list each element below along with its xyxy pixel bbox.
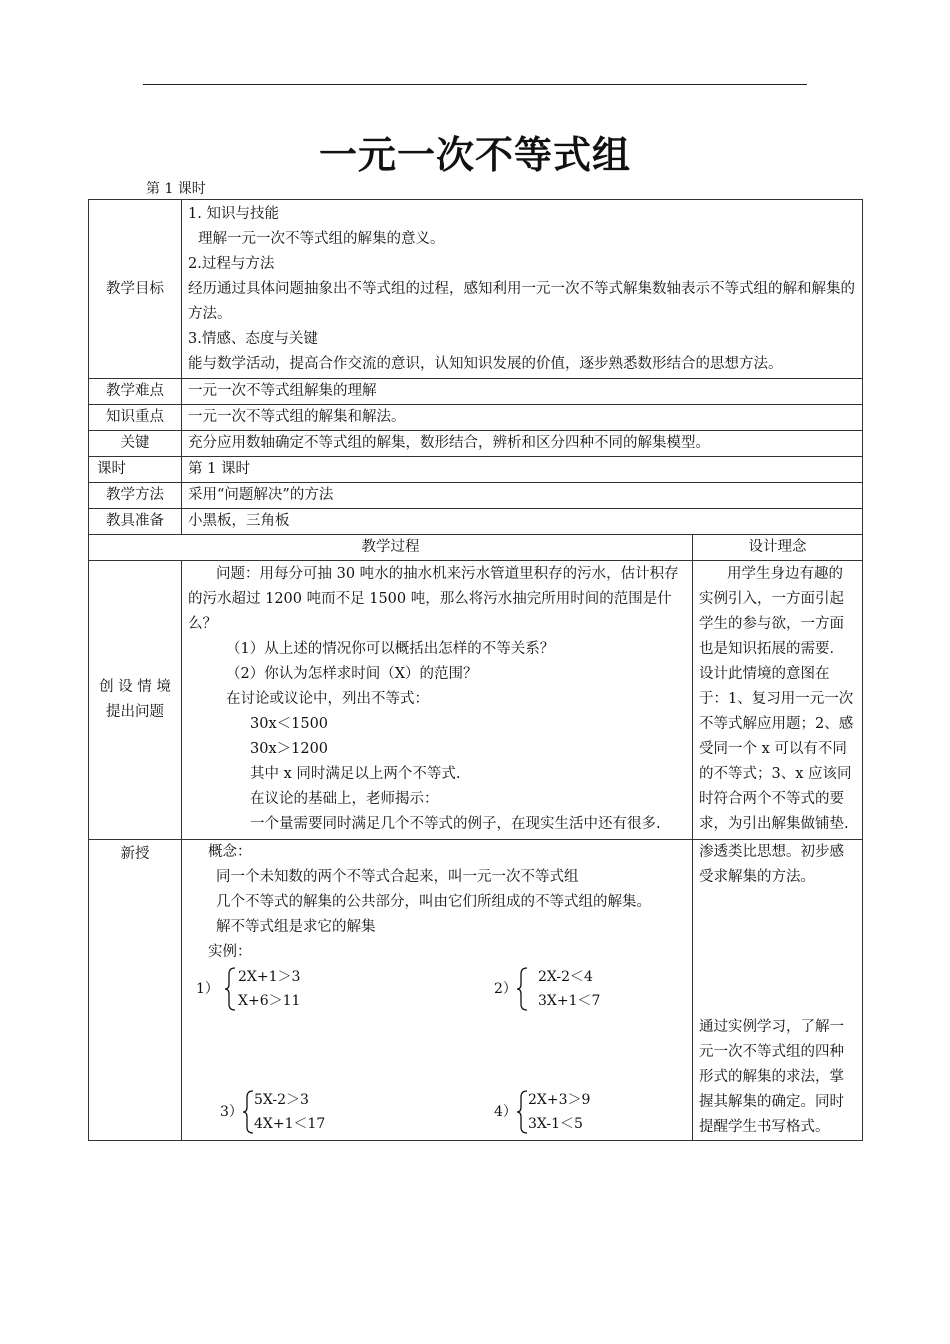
difficulty-value: 一元一次不等式组解集的理解 [182, 379, 863, 405]
new-idea-spacer [699, 890, 856, 1015]
row-period [89, 457, 863, 483]
lesson-plan-table [88, 199, 863, 1141]
scenario-line-1: 问题：用每分可抽 30 吨水的抽水机来污水管道里积存的污水，估计积存的污水超过 1200 吨而不足 1500 吨，那么将污水抽完所用时间的范围是什么？ [188, 566, 679, 632]
key-value: 充分应用数轴确定不等式组的解集，数形结合，辨析和区分四种不同的解集模型。 [182, 431, 863, 457]
system-2-eq-1: 2X-2＜4 [538, 969, 593, 985]
system-1-eq-1: 2X+1＞3 [238, 969, 301, 985]
system-1-eq-2: X+6＞11 [238, 993, 301, 1009]
scenario-line-7: 其中 x 同时满足以上两个不等式. [250, 766, 461, 782]
goals-line-4: 经历通过具体问题抽象出不等式组的过程，感知利用一元一次不等式解集数轴表示不等式组的解和解集的方法。 [188, 281, 855, 322]
row-scenario [89, 561, 863, 840]
scenario-label-line-1: 创 设 情 境 [99, 679, 171, 695]
scenario-line-3: （2）你认为怎样求时间（X）的范围？ [226, 666, 478, 682]
scenario-idea [693, 561, 863, 840]
new-def-1: 同一个未知数的两个不等式合起来，叫一元一次不等式组 [216, 869, 579, 885]
goals-line-5: 3.情感、态度与关键 [188, 331, 318, 347]
goals-line-6: 能与数学活动，提高合作交流的意识，认知知识发展的价值，逐步熟悉数形结合的思想方法。 [188, 356, 783, 372]
left-brace-icon [242, 1090, 254, 1134]
scenario-line-9: 一个量需要同时满足几个不等式的例子，在现实生活中还有很多. [250, 816, 661, 832]
scenario-line-6: 30x＞1200 [250, 741, 329, 757]
goals-content [182, 200, 863, 379]
system-2-number: 2） [494, 981, 517, 997]
new-def-2: 几个不等式的解集的公共部分，叫由它们所组成的不等式组的解集。 [216, 894, 651, 910]
system-3-eq-2: 4X+1＜17 [254, 1116, 326, 1132]
period-label: 课时 [89, 457, 182, 483]
row-key [89, 431, 863, 457]
goals-line-3: 2.过程与方法 [188, 256, 275, 272]
new-idea-1: 渗透类比思想。初步感受求解集的方法。 [699, 844, 844, 885]
process-header: 教学过程 [89, 535, 693, 561]
new-content [182, 840, 693, 1141]
row-new [89, 840, 863, 1141]
new-concept: 概念： [208, 844, 252, 860]
keypoint-value: 一元一次不等式组的解集和解法。 [182, 405, 863, 431]
system-3-number: 3） [220, 1104, 243, 1120]
tools-value: 小黑板，三角板 [182, 509, 863, 535]
tools-label: 教具准备 [89, 509, 182, 535]
scenario-line-4: 在讨论或议论中，列出不等式： [226, 691, 429, 707]
goals-line-1: 1. 知识与技能 [188, 206, 279, 222]
scenario-line-2: （1）从上述的情况你可以概括出怎样的不等关系？ [226, 641, 555, 657]
row-keypoint [89, 405, 863, 431]
system-2-eq-2: 3X+1＜7 [538, 993, 601, 1009]
period-value: 第 1 课时 [182, 457, 863, 483]
method-value: 采用“问题解决”的方法 [182, 483, 863, 509]
system-3-eq-1: 5X-2＞3 [254, 1092, 309, 1108]
row-tools [89, 509, 863, 535]
row-process-header [89, 535, 863, 561]
goals-line-2: 理解一元一次不等式组的解集的意义。 [198, 231, 445, 247]
system-4-number: 4） [494, 1104, 517, 1120]
key-label: 关键 [89, 431, 182, 457]
difficulty-label: 教学难点 [89, 379, 182, 405]
new-def-3: 解不等式组是求它的解集 [216, 919, 376, 935]
header-rule [143, 84, 807, 85]
new-example: 实例： [208, 944, 252, 960]
left-brace-icon [224, 967, 236, 1011]
lesson-label: 第 1 课时 [146, 181, 206, 197]
row-difficulty [89, 379, 863, 405]
system-4-eq-1: 2X+3＞9 [528, 1092, 591, 1108]
inequality-systems [188, 965, 686, 1135]
page-title: 一元一次不等式组 [318, 133, 631, 177]
row-method [89, 483, 863, 509]
row-goals [89, 200, 863, 379]
scenario-line-8: 在议论的基础上，老师揭示： [250, 791, 439, 807]
new-idea [693, 840, 863, 1141]
system-1-number: 1） [196, 981, 219, 997]
idea-header: 设计理念 [693, 535, 863, 561]
left-brace-icon [516, 1090, 528, 1134]
keypoint-label: 知识重点 [89, 405, 182, 431]
new-idea-2: 通过实例学习，了解一元一次不等式组的四种形式的解集的求法，掌握其解集的确定。同时提醒学生书写格式。 [699, 1019, 844, 1135]
scenario-content [182, 561, 693, 840]
scenario-label-line-2: 提出问题 [106, 704, 164, 720]
goals-label: 教学目标 [89, 200, 182, 379]
method-label: 教学方法 [89, 483, 182, 509]
left-brace-icon [516, 967, 528, 1011]
scenario-idea-text: 用学生身边有趣的实例引入，一方面引起学生的参与欲，一方面也是知识拓展的需要．设计此情境的意图在于：1、复习用一元一次不等式解应用题；2、感受同一个 x 可以有不同的不等式；3、x 应该同时符合两个不等式的要求，为引出解集做铺垫. [699, 566, 854, 832]
new-label: 新授 [89, 840, 182, 1141]
scenario-label [89, 561, 182, 840]
scenario-line-5: 30x＜1500 [250, 716, 329, 732]
system-4-eq-2: 3X-1＜5 [528, 1116, 583, 1132]
